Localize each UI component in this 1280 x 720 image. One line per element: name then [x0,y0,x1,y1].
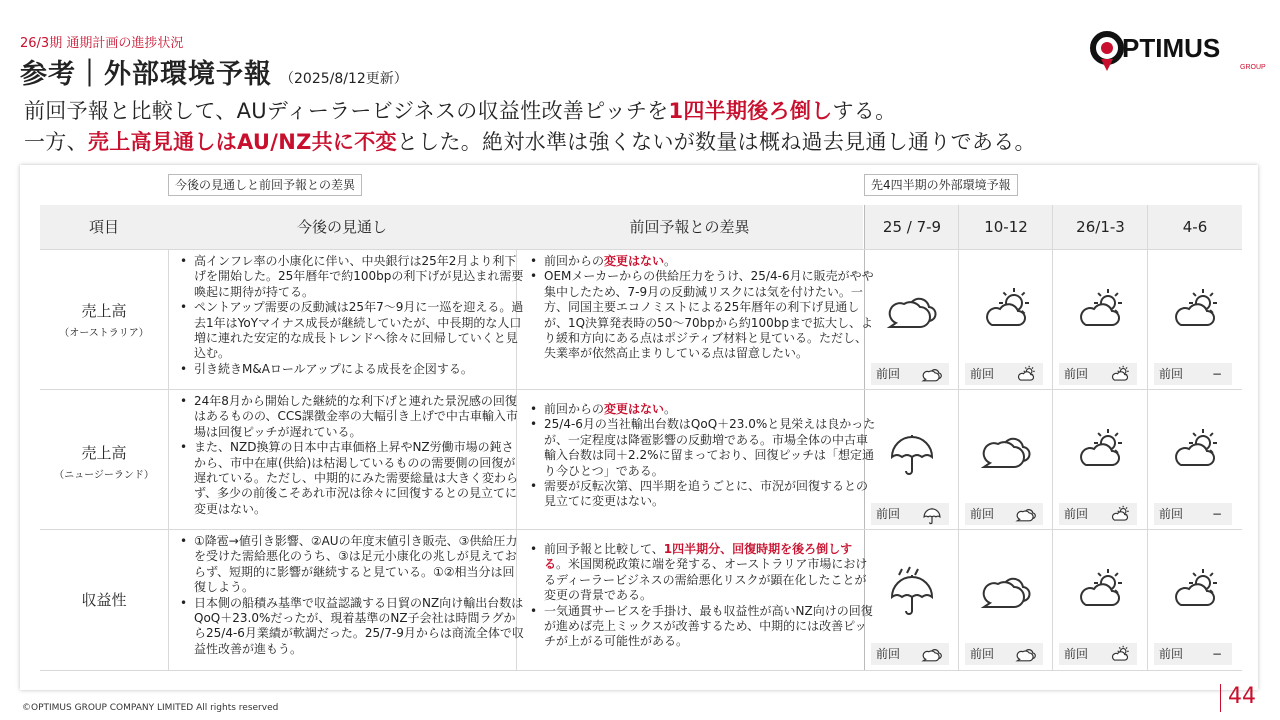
page-number-divider [1220,684,1221,712]
diff-bullet [544,269,876,361]
previous-label: 前回 [876,507,901,521]
breadcrumb: 26/3期 通期計画の進捗状況 [20,36,184,51]
cloudy-weather-icon [974,567,1038,615]
previous-forecast-bar [965,503,1043,525]
optimus-logo [1088,29,1266,73]
row-label-main: 売上高 [81,444,127,462]
lead-highlight: 売上高見通しはAU/NZ共に不変 [87,130,397,154]
cloudy-mini-icon [919,645,945,664]
previous-label: 前回 [970,507,995,521]
outlook-list-au [178,254,524,377]
lead-text: とした。絶対水準は強くないが数量は概ね過去見通し通りである。 [396,130,1036,154]
previous-forecast-bar [965,363,1043,385]
header-quarter-3: 26/1-3 [1076,218,1125,236]
update-date: （2025/8/12更新） [280,71,408,87]
header-quarter-2: 10-12 [984,218,1028,236]
header-quarter-4: 4-6 [1182,218,1208,236]
previous-label: 前回 [1159,507,1184,521]
highlight-text: 変更はない [604,254,665,268]
previous-forecast-bar [871,643,949,665]
lead-text: 一方、 [24,130,88,154]
previous-forecast-bar [1154,363,1232,385]
grid-line [1052,205,1053,670]
outlook-bullet: • ①降雹→値引き影響、②AUの年度末値引き販売、③供給圧力を受けた需給悪化のうち、③は足元小康化の兆しが見えておらず、短期的に影響が継続すると見ている。①②相当分は回復しよう。 [194,534,524,596]
previous-forecast-bar [965,643,1043,665]
bullet-text: 25/4-6月の当社輸出台数はQoQ＋23.0%と見栄えは良かったが、一定程度は降雹影響の反動増である。市場全体の中古車輸入台数は同＋2.2%に留まっており、回復ピッチは「想定通り今ひとつ」である。 [544,417,876,478]
previous-forecast-bar [1059,643,1137,665]
page-number: 44 [1228,684,1256,709]
grid-line [40,249,1242,250]
grid-line [168,249,169,670]
partly-sunny-weather-icon [1163,427,1227,475]
highlight-text: 変更はない [604,402,665,416]
previous-label: 前回 [970,367,995,381]
row-label-main: 売上高 [81,302,127,320]
cloudy-mini-icon [1013,645,1039,664]
outlook-bullet: • 日本側の船積み基準で収益認識する日貿のNZ向け輸出台数はQoQ＋23.0%だったが、現着基準のNZ子会社は時間ラグから25/4-6月業績が軟調だった。25/7-9月からは商流全体で収益性改善が進もう。 [194,596,524,658]
rain-weather-icon [880,567,944,615]
cloudy-mini-icon [919,365,945,384]
forecast-section-tag: 先4四半期の外部環境予報 [864,174,1018,196]
grid-line [40,670,1242,671]
outlook-bullet: • また、NZD換算の日本中古車価格上昇やNZ労働市場の鈍さから、市中在庫(供給)は枯渇しているものの需要側の回復が遅れている。ただし、中期的にみた需要総量は大きく変わらず、多少の前後こそあれ市況は徐々に回復するとの見立てに変更はない。 [194,440,524,517]
lead-highlight: 1四半期後ろ倒し [668,99,833,123]
previous-label: 前回 [876,647,901,661]
previous-label: 前回 [1064,647,1089,661]
outlook-bullet: • 高インフレ率の小康化に伴い、中央銀行は25年2月より利下げを開始した。25年暦年で約100bpの利下げが見込まれ需要喚起に期待が持てる。 [194,254,524,300]
previous-forecast-bar [1154,643,1232,665]
copyright: ©OPTIMUS GROUP COMPANY LIMITED All rights reserved [22,703,279,713]
diff-list-au [528,254,876,362]
previous-label: 前回 [876,367,901,381]
row-label-profitability [40,589,168,610]
header-outlook: 今後の見通し [296,218,387,236]
diff-bullet [544,402,876,417]
previous-label: 前回 [1064,507,1089,521]
highlight-text: 1四半期分、回復時期を後ろ倒しする [544,542,853,572]
logo-wordmark: PTIMUS [1122,33,1221,63]
previous-label: 前回 [1159,647,1184,661]
partly-cloudy-weather-icon [974,287,1038,335]
page-title [20,52,408,91]
bullet-text: 。 [664,254,677,268]
row-label-sub: （オーストラリア） [59,328,149,339]
partly-sunny-weather-icon [1068,427,1132,475]
previous-forecast-bar [871,503,949,525]
bullet-text: 。米国関税政策に端を発する、オーストラリア市場におけるディーラービジネスの需給悪化リスクが顕在化したことが変更の背景である。 [544,557,868,603]
header-quarter-1: 25 / 7-9 [882,218,942,236]
diff-bullet [544,417,876,479]
previous-forecast-bar [1059,503,1137,525]
bullet-text: 一気通貫サービスを手掛け、最も収益性が高いNZ向けの回復が進めば売上ミックスが改善するため、中期的には改善ピッチが上がる可能性がある。 [544,603,873,649]
row-label-nz [40,442,168,481]
umbrella-mini-icon [919,505,945,524]
partly-sunny-weather-icon [1068,287,1132,335]
bullet-text: 前回予報と比較して、 [544,542,664,556]
grid-line [40,529,1242,530]
page-title-text: 参考｜外部環境予報 [20,59,272,90]
previous-label: 前回 [970,647,995,661]
grid-line [958,205,959,670]
logo-subword: GROUP [1240,64,1266,71]
umbrella-weather-icon [880,427,944,475]
no-forecast-dash: − [1211,367,1222,381]
row-label-au [40,300,168,339]
previous-forecast-bar [1154,503,1232,525]
partly-sunny-weather-icon [1163,567,1227,615]
no-forecast-dash: − [1211,507,1222,521]
partly-sunny-mini-icon [1107,365,1133,384]
partly-sunny-mini-icon [1107,645,1133,664]
header-diff: 前回予報との差異 [629,218,750,236]
outlook-bullet: • 引き続きM&Aロールアップによる成長を企図する。 [194,362,524,377]
partly-sunny-mini-icon [1107,505,1133,524]
outlook-list-profitability [178,534,524,657]
cloudy-weather-icon [880,287,944,335]
lead-line-2 [24,126,1036,156]
diff-bullet [544,542,876,604]
diff-bullet [544,254,876,269]
previous-label: 前回 [1159,367,1184,381]
cloudy-mini-icon [1013,505,1039,524]
table-header-left [40,205,863,249]
previous-forecast-bar [871,363,949,385]
diff-list-profitability [528,542,876,650]
partly-sunny-weather-icon [1163,287,1227,335]
previous-forecast-bar [1059,363,1137,385]
previous-label: 前回 [1064,367,1089,381]
cloudy-weather-icon [974,427,1038,475]
lead-text: 前回予報と比較して、AUディーラービジネスの収益性改善ピッチを [24,99,669,123]
outlook-bullet: • ペントアップ需要の反動減は25年7～9月に一巡を迎える。過去1年はYoYマイナス成長が継続していたが、中長期的な人口増に連れた安定的な成長トレンドへ徐々に回帰していくと見込む。 [194,300,524,362]
diff-section-tag: 今後の見通しと前回予報との差異 [168,174,362,196]
bullet-text: OEMメーカーからの供給圧力をうけ、25/4-6月に販売がやや集中したため、7-9月の反動減リスクには気を付けたい。一方、同国主要エコノミストによる25年暦年の利下げ見通しが、1Q決算発表時の50～70bpから約100bpまで拡大し、より緩和方向にある点はポジティブ材料と見ている。ただし、失業率が依然高止まりしている点は留意したい。 [544,269,874,361]
bullet-text: 。 [664,402,677,416]
bullet-text: 需要が反転次第、四半期を追うごとに、市況が回復するとの見立てに変更はない。 [544,479,869,509]
table-header-right [865,205,1242,249]
diff-bullet [544,479,876,510]
header-item: 項目 [88,218,119,236]
bullet-text: 前回からの [544,402,605,416]
bullet-text: 前回からの [544,254,605,268]
partly-sunny-weather-icon [1068,567,1132,615]
row-label-main: 収益性 [81,591,127,609]
row-label-sub: （ニュージーランド） [54,470,154,481]
outlook-list-nz [178,394,524,517]
diff-list-nz [528,402,876,510]
grid-line [40,389,1242,390]
partly-sunny-mini-icon [1013,365,1039,384]
no-forecast-dash: − [1211,647,1222,661]
diff-bullet [544,604,876,650]
grid-line [1147,205,1148,670]
lead-line-1 [24,95,896,125]
outlook-bullet: • 24年8月から開始した継続的な利下げと連れた景況感の回復はあるものの、CCS課徴金率の大幅引き上げで中古車輸入市場は回復ピッチが遅れている。 [194,394,524,440]
lead-text: する。 [832,99,897,123]
